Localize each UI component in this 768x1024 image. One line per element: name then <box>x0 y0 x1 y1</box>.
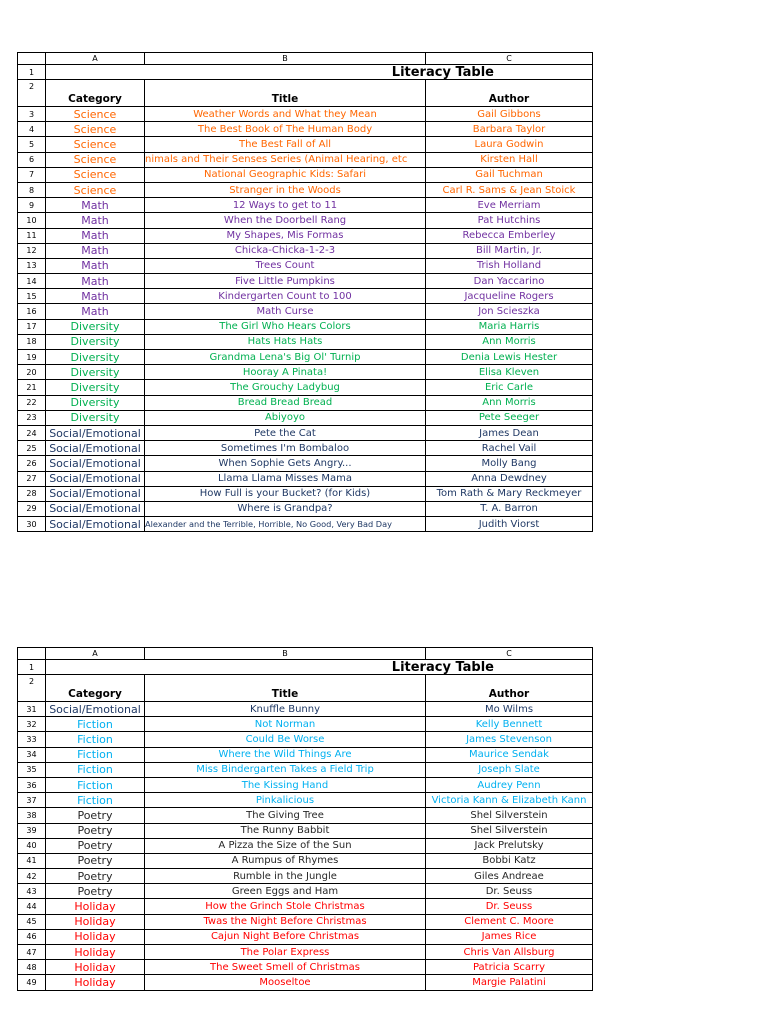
title-cell[interactable]: A Rumpus of Rhymes <box>145 853 426 868</box>
table-row <box>18 747 593 762</box>
title-cell[interactable]: Hats Hats Hats <box>145 334 426 349</box>
table-row <box>18 258 593 273</box>
author-cell[interactable]: Chris Van Allsburg <box>426 945 593 960</box>
category-cell[interactable]: Fiction <box>46 762 145 777</box>
table-row <box>18 182 593 197</box>
spreadsheet-page-1 <box>17 52 593 532</box>
row-number[interactable]: 29 <box>18 501 46 516</box>
row-number[interactable]: 36 <box>18 777 46 792</box>
author-cell[interactable]: Pat Hutchins <box>426 213 593 228</box>
category-cell[interactable]: Social/Emotional <box>46 425 145 440</box>
category-cell[interactable]: Social/Emotional <box>46 517 145 532</box>
category-cell[interactable]: Poetry <box>46 853 145 868</box>
category-cell[interactable]: Poetry <box>46 884 145 899</box>
table-row <box>18 777 593 792</box>
author-cell[interactable]: Clement C. Moore <box>426 914 593 929</box>
category-cell[interactable]: Holiday <box>46 975 145 990</box>
author-cell[interactable]: Dr. Seuss <box>426 884 593 899</box>
category-cell[interactable]: Poetry <box>46 869 145 884</box>
header-author[interactable]: Author <box>426 675 593 702</box>
row-number[interactable]: 25 <box>18 441 46 456</box>
table-row <box>18 319 593 334</box>
author-cell[interactable]: Gail Tuchman <box>426 167 593 182</box>
title-cell[interactable]: Chicka-Chicka-1-2-3 <box>145 243 426 258</box>
table-row <box>18 808 593 823</box>
category-cell[interactable]: Math <box>46 228 145 243</box>
author-cell[interactable]: Margie Palatini <box>426 975 593 990</box>
title-cell[interactable]: The Grouchy Ladybug <box>145 380 426 395</box>
row-number[interactable]: 40 <box>18 838 46 853</box>
table-row <box>18 304 593 319</box>
title-cell[interactable]: Stranger in the Woods <box>145 182 426 197</box>
category-cell[interactable]: Social/Emotional <box>46 501 145 516</box>
category-cell[interactable]: Science <box>46 122 145 137</box>
category-cell[interactable]: Social/Emotional <box>46 702 145 717</box>
author-cell[interactable]: Jon Scieszka <box>426 304 593 319</box>
column-header-row <box>18 53 593 65</box>
table-row <box>18 762 593 777</box>
title-cell[interactable]: The Giving Tree <box>145 808 426 823</box>
title-cell[interactable]: The Kissing Hand <box>145 777 426 792</box>
row-number[interactable]: 48 <box>18 960 46 975</box>
title-cell[interactable]: Math Curse <box>145 304 426 319</box>
row-number[interactable]: 23 <box>18 410 46 425</box>
corner-cell[interactable] <box>18 648 46 660</box>
sheet-body <box>18 648 593 991</box>
header-category[interactable]: Category <box>46 80 145 107</box>
table-row <box>18 380 593 395</box>
title-cell[interactable]: The Sweet Smell of Christmas <box>145 960 426 975</box>
category-cell[interactable]: Diversity <box>46 410 145 425</box>
table-row <box>18 732 593 747</box>
author-cell[interactable]: Barbara Taylor <box>426 122 593 137</box>
author-cell[interactable]: Dan Yaccarino <box>426 274 593 289</box>
row-number[interactable]: 45 <box>18 914 46 929</box>
row-number[interactable]: 8 <box>18 182 46 197</box>
table-row <box>18 213 593 228</box>
table-row <box>18 960 593 975</box>
row-number[interactable]: 27 <box>18 471 46 486</box>
table-row <box>18 702 593 717</box>
row-number[interactable]: 19 <box>18 350 46 365</box>
title-cell[interactable]: When Sophie Gets Angry... <box>145 456 426 471</box>
row-number[interactable]: 22 <box>18 395 46 410</box>
table-row <box>18 350 593 365</box>
category-cell[interactable]: Holiday <box>46 960 145 975</box>
title-row <box>18 660 593 675</box>
category-cell[interactable]: Diversity <box>46 380 145 395</box>
title-cell[interactable]: Trees Count <box>145 258 426 273</box>
category-cell[interactable]: Holiday <box>46 899 145 914</box>
category-cell[interactable]: Math <box>46 304 145 319</box>
header-row <box>18 675 593 702</box>
title-cell[interactable]: Bread Bread Bread <box>145 395 426 410</box>
row-number[interactable]: 44 <box>18 899 46 914</box>
row-number[interactable]: 15 <box>18 289 46 304</box>
title-cell[interactable]: When the Doorbell Rang <box>145 213 426 228</box>
author-cell[interactable]: Gail Gibbons <box>426 107 593 122</box>
table-row <box>18 853 593 868</box>
row-number[interactable]: 1 <box>18 660 46 675</box>
table-row <box>18 838 593 853</box>
title-cell[interactable]: Pinkalicious <box>145 793 426 808</box>
sheet-title[interactable]: Literacy Table <box>46 660 593 675</box>
table-row <box>18 243 593 258</box>
author-cell[interactable]: Maria Harris <box>426 319 593 334</box>
row-number[interactable]: 46 <box>18 929 46 944</box>
table-row <box>18 334 593 349</box>
table-row <box>18 167 593 182</box>
category-cell[interactable]: Social/Emotional <box>46 486 145 501</box>
title-cell[interactable]: Cajun Night Before Christmas <box>145 929 426 944</box>
title-cell[interactable]: How the Grinch Stole Christmas <box>145 899 426 914</box>
row-number[interactable]: 26 <box>18 456 46 471</box>
row-number[interactable]: 33 <box>18 732 46 747</box>
table-row <box>18 945 593 960</box>
category-cell[interactable]: Poetry <box>46 823 145 838</box>
table-row <box>18 441 593 456</box>
title-cell[interactable]: Where the Wild Things Are <box>145 747 426 762</box>
header-row <box>18 80 593 107</box>
title-cell[interactable]: Hooray A Pinata! <box>145 365 426 380</box>
author-cell[interactable]: Victoria Kann & Elizabeth Kann <box>426 793 593 808</box>
author-cell[interactable]: Maurice Sendak <box>426 747 593 762</box>
row-number[interactable]: 2 <box>18 80 46 107</box>
table-row <box>18 395 593 410</box>
row-number[interactable]: 18 <box>18 334 46 349</box>
row-number[interactable]: 41 <box>18 853 46 868</box>
category-cell[interactable]: Science <box>46 167 145 182</box>
row-number[interactable]: 1 <box>18 65 46 80</box>
column-header-c[interactable]: C <box>426 53 593 65</box>
table-row <box>18 486 593 501</box>
author-cell[interactable]: Patricia Scarry <box>426 960 593 975</box>
header-category[interactable]: Category <box>46 675 145 702</box>
category-cell[interactable]: Diversity <box>46 365 145 380</box>
title-cell[interactable]: Abiyoyo <box>145 410 426 425</box>
category-cell[interactable]: Social/Emotional <box>46 471 145 486</box>
title-cell[interactable]: Grandma Lena's Big Ol' Turnip <box>145 350 426 365</box>
title-cell[interactable]: 12 Ways to get to 11 <box>145 198 426 213</box>
title-cell[interactable]: Twas the Night Before Christmas <box>145 914 426 929</box>
title-cell[interactable]: Rumble in the Jungle <box>145 869 426 884</box>
row-number[interactable]: 49 <box>18 975 46 990</box>
category-cell[interactable]: Poetry <box>46 808 145 823</box>
author-cell[interactable]: Joseph Slate <box>426 762 593 777</box>
title-row <box>18 65 593 80</box>
column-header-b[interactable]: B <box>145 648 426 660</box>
row-number[interactable]: 4 <box>18 122 46 137</box>
category-cell[interactable]: Diversity <box>46 319 145 334</box>
title-cell[interactable]: The Runny Babbit <box>145 823 426 838</box>
table-row <box>18 929 593 944</box>
row-number[interactable]: 24 <box>18 425 46 440</box>
author-cell[interactable]: Shel Silverstein <box>426 823 593 838</box>
table-row <box>18 274 593 289</box>
header-author[interactable]: Author <box>426 80 593 107</box>
table-row <box>18 869 593 884</box>
author-cell[interactable]: Molly Bang <box>426 456 593 471</box>
category-cell[interactable]: Diversity <box>46 350 145 365</box>
category-cell[interactable]: Math <box>46 198 145 213</box>
category-cell[interactable]: Social/Emotional <box>46 441 145 456</box>
category-cell[interactable]: Math <box>46 274 145 289</box>
author-cell[interactable]: Mo Wilms <box>426 702 593 717</box>
category-cell[interactable]: Math <box>46 243 145 258</box>
author-cell[interactable]: Jack Prelutsky <box>426 838 593 853</box>
author-cell[interactable]: Shel Silverstein <box>426 808 593 823</box>
table-row <box>18 107 593 122</box>
table-row <box>18 122 593 137</box>
row-number[interactable]: 11 <box>18 228 46 243</box>
author-cell[interactable]: Jacqueline Rogers <box>426 289 593 304</box>
category-cell[interactable]: Fiction <box>46 793 145 808</box>
category-cell[interactable]: Fiction <box>46 732 145 747</box>
table-row <box>18 899 593 914</box>
author-cell[interactable]: James Dean <box>426 425 593 440</box>
category-cell[interactable]: Poetry <box>46 838 145 853</box>
table-row <box>18 975 593 990</box>
row-number[interactable]: 28 <box>18 486 46 501</box>
row-number[interactable]: 39 <box>18 823 46 838</box>
row-number[interactable]: 35 <box>18 762 46 777</box>
category-cell[interactable]: Holiday <box>46 945 145 960</box>
category-cell[interactable]: Math <box>46 213 145 228</box>
title-cell[interactable]: National Geographic Kids: Safari <box>145 167 426 182</box>
row-number[interactable]: 2 <box>18 675 46 702</box>
header-title[interactable]: Title <box>145 80 426 107</box>
title-cell[interactable]: The Girl Who Hears Colors <box>145 319 426 334</box>
table-row <box>18 152 593 167</box>
title-cell[interactable]: A Pizza the Size of the Sun <box>145 838 426 853</box>
header-title[interactable]: Title <box>145 675 426 702</box>
author-cell[interactable]: T. A. Barron <box>426 501 593 516</box>
row-number[interactable]: 43 <box>18 884 46 899</box>
row-number[interactable]: 7 <box>18 167 46 182</box>
category-cell[interactable]: Math <box>46 289 145 304</box>
table-row <box>18 228 593 243</box>
category-cell[interactable]: Social/Emotional <box>46 456 145 471</box>
category-cell[interactable]: Fiction <box>46 777 145 792</box>
title-cell[interactable]: Pete the Cat <box>145 425 426 440</box>
row-number[interactable]: 42 <box>18 869 46 884</box>
table-row <box>18 793 593 808</box>
row-number[interactable]: 6 <box>18 152 46 167</box>
author-cell[interactable]: Anna Dewdney <box>426 471 593 486</box>
author-cell[interactable]: Ann Morris <box>426 334 593 349</box>
table-row <box>18 365 593 380</box>
row-number[interactable]: 3 <box>18 107 46 122</box>
author-cell[interactable]: Eric Carle <box>426 380 593 395</box>
title-cell[interactable]: The Best Book of The Human Body <box>145 122 426 137</box>
author-cell[interactable]: James Stevenson <box>426 732 593 747</box>
row-number[interactable]: 47 <box>18 945 46 960</box>
row-number[interactable]: 13 <box>18 258 46 273</box>
table-row <box>18 717 593 732</box>
category-cell[interactable]: Fiction <box>46 747 145 762</box>
row-number[interactable]: 17 <box>18 319 46 334</box>
row-number[interactable]: 38 <box>18 808 46 823</box>
title-cell[interactable]: Alexander and the Terrible, Horrible, No Good, Very Bad Day <box>145 517 426 532</box>
row-number[interactable]: 21 <box>18 380 46 395</box>
author-cell[interactable]: Ann Morris <box>426 395 593 410</box>
title-cell[interactable]: Sometimes I'm Bombaloo <box>145 441 426 456</box>
category-cell[interactable]: Diversity <box>46 395 145 410</box>
table-row <box>18 471 593 486</box>
author-cell[interactable]: Kelly Bennett <box>426 717 593 732</box>
title-cell[interactable]: nimals and Their Senses Series (Animal Hearing, etc <box>145 152 426 167</box>
table-row <box>18 410 593 425</box>
author-cell[interactable]: Elisa Kleven <box>426 365 593 380</box>
author-cell[interactable]: Dr. Seuss <box>426 899 593 914</box>
column-header-a[interactable]: A <box>46 648 145 660</box>
category-cell[interactable]: Science <box>46 152 145 167</box>
title-cell[interactable]: Llama Llama Misses Mama <box>145 471 426 486</box>
column-header-b[interactable]: B <box>145 53 426 65</box>
table-row <box>18 517 593 532</box>
title-cell[interactable]: Where is Grandpa? <box>145 501 426 516</box>
table-row <box>18 884 593 899</box>
author-cell[interactable]: Judith Viorst <box>426 517 593 532</box>
spreadsheet-page-2 <box>17 647 593 991</box>
row-number[interactable]: 16 <box>18 304 46 319</box>
row-number[interactable]: 20 <box>18 365 46 380</box>
row-number[interactable]: 5 <box>18 137 46 152</box>
category-cell[interactable]: Science <box>46 182 145 197</box>
author-cell[interactable]: Trish Holland <box>426 258 593 273</box>
column-header-row <box>18 648 593 660</box>
title-cell[interactable]: The Best Fall of All <box>145 137 426 152</box>
author-cell[interactable]: James Rice <box>426 929 593 944</box>
row-number[interactable]: 34 <box>18 747 46 762</box>
table-row <box>18 289 593 304</box>
table-row <box>18 501 593 516</box>
author-cell[interactable]: Bobbi Katz <box>426 853 593 868</box>
author-cell[interactable]: Denia Lewis Hester <box>426 350 593 365</box>
title-cell[interactable]: My Shapes, Mis Formas <box>145 228 426 243</box>
category-cell[interactable]: Science <box>46 137 145 152</box>
row-number[interactable]: 31 <box>18 702 46 717</box>
author-cell[interactable]: Carl R. Sams & Jean Stoick <box>426 182 593 197</box>
row-number[interactable]: 32 <box>18 717 46 732</box>
title-cell[interactable]: Could Be Worse <box>145 732 426 747</box>
table-row <box>18 198 593 213</box>
title-cell[interactable]: Weather Words and What they Mean <box>145 107 426 122</box>
author-cell[interactable]: Giles Andreae <box>426 869 593 884</box>
author-cell[interactable]: Rebecca Emberley <box>426 228 593 243</box>
author-cell[interactable]: Rachel Vail <box>426 441 593 456</box>
title-cell[interactable]: Kindergarten Count to 100 <box>145 289 426 304</box>
title-cell[interactable]: Green Eggs and Ham <box>145 884 426 899</box>
row-number[interactable]: 12 <box>18 243 46 258</box>
row-number[interactable]: 37 <box>18 793 46 808</box>
author-cell[interactable]: Audrey Penn <box>426 777 593 792</box>
author-cell[interactable]: Tom Rath & Mary Reckmeyer <box>426 486 593 501</box>
row-number[interactable]: 10 <box>18 213 46 228</box>
column-header-c[interactable]: C <box>426 648 593 660</box>
title-cell[interactable]: Knuffle Bunny <box>145 702 426 717</box>
table-row <box>18 137 593 152</box>
title-cell[interactable]: Not Norman <box>145 717 426 732</box>
row-number[interactable]: 30 <box>18 517 46 532</box>
table-row <box>18 425 593 440</box>
row-number[interactable]: 14 <box>18 274 46 289</box>
category-cell[interactable]: Science <box>46 107 145 122</box>
author-cell[interactable]: Kirsten Hall <box>426 152 593 167</box>
author-cell[interactable]: Bill Martin, Jr. <box>426 243 593 258</box>
corner-cell[interactable] <box>18 53 46 65</box>
sheet-body <box>18 53 593 532</box>
title-cell[interactable]: Mooseltoe <box>145 975 426 990</box>
category-cell[interactable]: Holiday <box>46 914 145 929</box>
row-number[interactable]: 9 <box>18 198 46 213</box>
category-cell[interactable]: Fiction <box>46 717 145 732</box>
title-cell[interactable]: The Polar Express <box>145 945 426 960</box>
title-cell[interactable]: Five Little Pumpkins <box>145 274 426 289</box>
sheet-title[interactable]: Literacy Table <box>46 65 593 80</box>
column-header-a[interactable]: A <box>46 53 145 65</box>
title-cell[interactable]: How Full is your Bucket? (for Kids) <box>145 486 426 501</box>
table-row <box>18 823 593 838</box>
table-row <box>18 914 593 929</box>
author-cell[interactable]: Laura Godwin <box>426 137 593 152</box>
category-cell[interactable]: Diversity <box>46 334 145 349</box>
author-cell[interactable]: Eve Merriam <box>426 198 593 213</box>
category-cell[interactable]: Holiday <box>46 929 145 944</box>
author-cell[interactable]: Pete Seeger <box>426 410 593 425</box>
title-cell[interactable]: Miss Bindergarten Takes a Field Trip <box>145 762 426 777</box>
table-row <box>18 456 593 471</box>
category-cell[interactable]: Math <box>46 258 145 273</box>
